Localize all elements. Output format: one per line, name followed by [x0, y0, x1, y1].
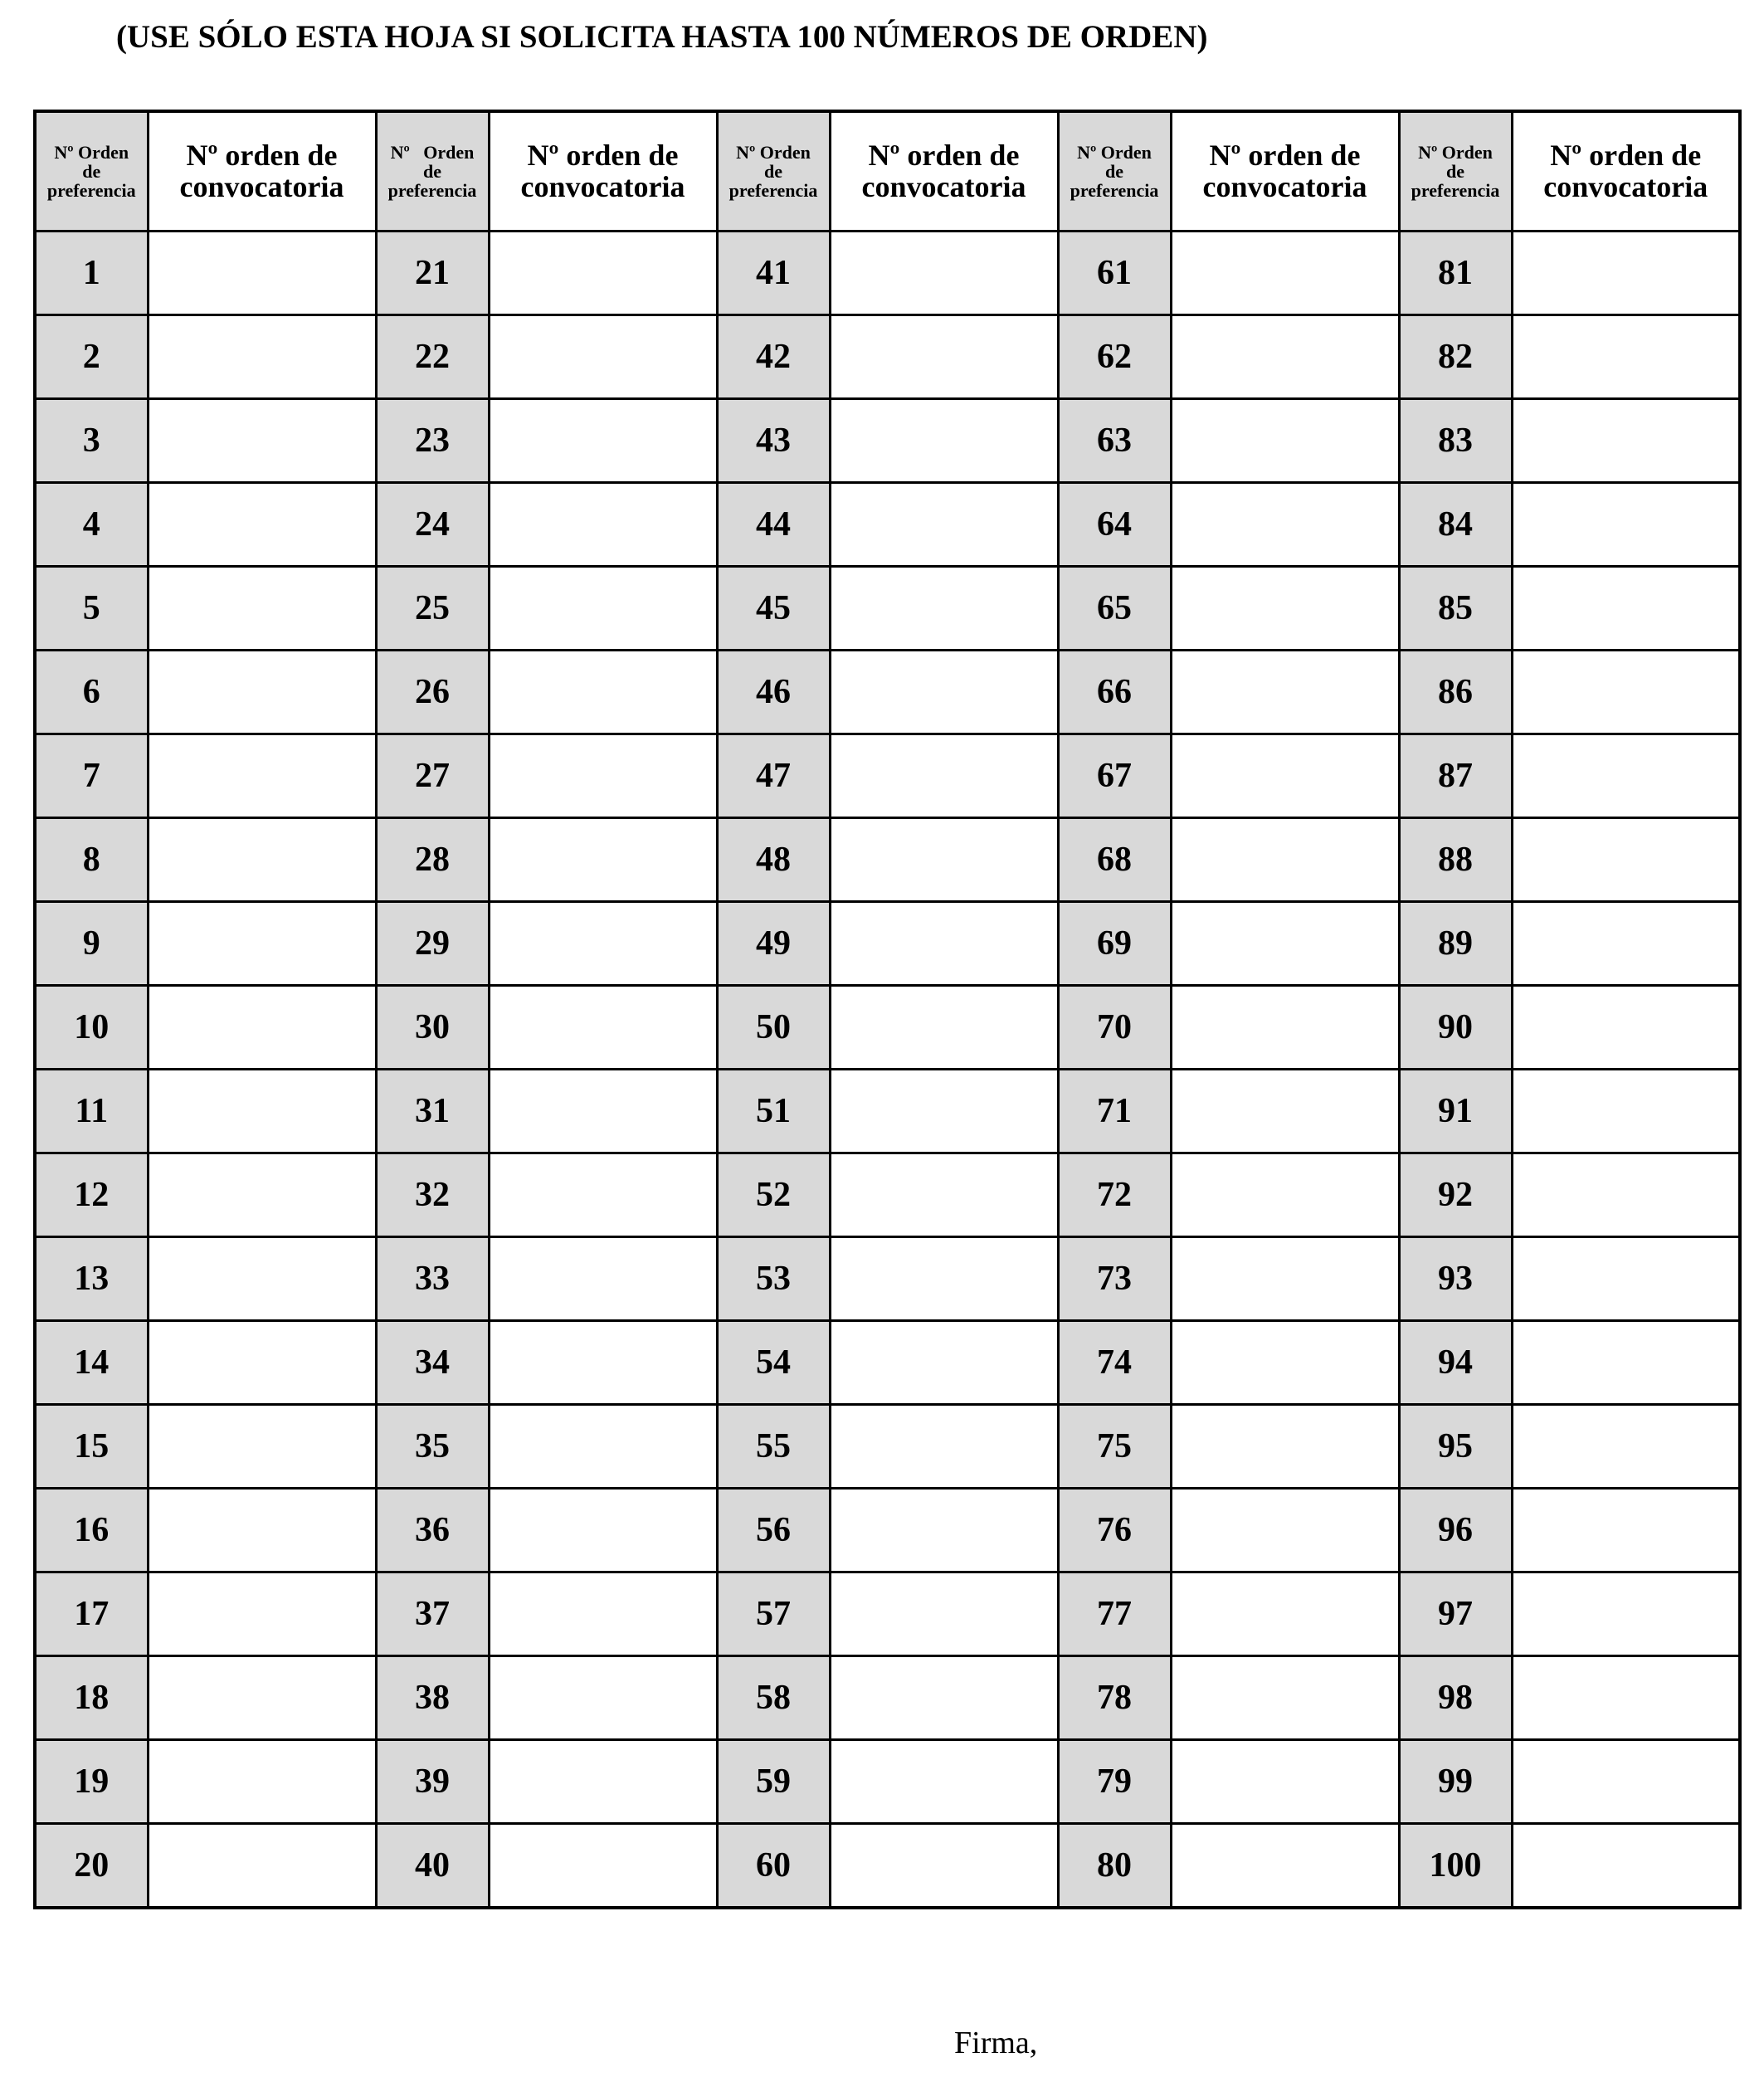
- header-convocatoria-line: Nº orden de: [1550, 138, 1702, 172]
- convocatoria-entry-cell[interactable]: [1512, 1237, 1740, 1321]
- preference-number-cell: 97: [1399, 1572, 1512, 1656]
- preference-number-cell: 20: [35, 1824, 148, 1909]
- convocatoria-entry-cell[interactable]: [1512, 567, 1740, 651]
- table-row: [35, 986, 1740, 1070]
- convocatoria-entry-cell[interactable]: [830, 1656, 1058, 1740]
- preference-number-cell: 73: [1058, 1237, 1171, 1321]
- convocatoria-entry-cell[interactable]: [830, 315, 1058, 399]
- convocatoria-entry-cell[interactable]: [830, 399, 1058, 483]
- header-preference-order-3: [717, 111, 830, 232]
- preference-number-cell: 48: [717, 818, 830, 902]
- preference-number-cell: 1: [35, 232, 148, 315]
- convocatoria-entry-cell[interactable]: [148, 1489, 376, 1572]
- preference-number-cell: 11: [35, 1070, 148, 1153]
- preference-number-cell: 42: [717, 315, 830, 399]
- preference-number-cell: 91: [1399, 1070, 1512, 1153]
- convocatoria-entry-cell[interactable]: [830, 1489, 1058, 1572]
- convocatoria-entry-cell[interactable]: [148, 1070, 376, 1153]
- convocatoria-entry-cell[interactable]: [1512, 1572, 1740, 1656]
- preference-number-cell: 31: [376, 1070, 489, 1153]
- convocatoria-entry-cell[interactable]: [489, 986, 717, 1070]
- preference-number-cell: 17: [35, 1572, 148, 1656]
- preference-number-cell: 55: [717, 1405, 830, 1489]
- preference-number-cell: 6: [35, 651, 148, 734]
- table-row: [35, 232, 1740, 315]
- convocatoria-entry-cell[interactable]: [1512, 651, 1740, 734]
- convocatoria-entry-cell[interactable]: [1512, 734, 1740, 818]
- convocatoria-entry-cell[interactable]: [830, 1824, 1058, 1909]
- header-convocatoria-line: convocatoria: [520, 169, 685, 203]
- preference-number-cell: 45: [717, 567, 830, 651]
- convocatoria-entry-cell[interactable]: [489, 818, 717, 902]
- header-preference-line: de: [82, 160, 101, 182]
- convocatoria-entry-cell[interactable]: [489, 1740, 717, 1824]
- convocatoria-entry-cell[interactable]: [830, 734, 1058, 818]
- convocatoria-entry-cell[interactable]: [489, 399, 717, 483]
- preference-number-cell: 18: [35, 1656, 148, 1740]
- convocatoria-entry-cell[interactable]: [1512, 1153, 1740, 1237]
- header-preference-line: preferencia: [46, 180, 136, 202]
- header-preference-line: de: [423, 160, 441, 182]
- preference-number-cell: 21: [376, 232, 489, 315]
- preference-number-cell: 33: [376, 1237, 489, 1321]
- convocatoria-entry-cell[interactable]: [830, 651, 1058, 734]
- table-row: [35, 1405, 1740, 1489]
- header-preference-order-4: [1058, 111, 1171, 232]
- preference-number-cell: 71: [1058, 1070, 1171, 1153]
- preference-number-cell: 80: [1058, 1824, 1171, 1909]
- preference-number-cell: 53: [717, 1237, 830, 1321]
- header-convocatoria-line: convocatoria: [179, 169, 344, 203]
- convocatoria-entry-cell[interactable]: [830, 1070, 1058, 1153]
- preference-number-cell: 78: [1058, 1656, 1171, 1740]
- header-preference-line: de: [1105, 160, 1123, 182]
- convocatoria-entry-cell[interactable]: [1512, 483, 1740, 567]
- table-row: [35, 1153, 1740, 1237]
- preference-number-cell: 38: [376, 1656, 489, 1740]
- preference-number-cell: 98: [1399, 1656, 1512, 1740]
- preference-number-cell: 40: [376, 1824, 489, 1909]
- convocatoria-entry-cell[interactable]: [148, 1321, 376, 1405]
- header-convocatoria-order-1: [148, 111, 376, 232]
- convocatoria-entry-cell[interactable]: [830, 902, 1058, 986]
- convocatoria-entry-cell[interactable]: [148, 986, 376, 1070]
- convocatoria-entry-cell[interactable]: [148, 483, 376, 567]
- preference-number-cell: 37: [376, 1572, 489, 1656]
- convocatoria-entry-cell[interactable]: [1171, 1824, 1399, 1909]
- convocatoria-entry-cell[interactable]: [830, 1572, 1058, 1656]
- preference-number-cell: 63: [1058, 399, 1171, 483]
- preference-number-cell: 52: [717, 1153, 830, 1237]
- preference-number-cell: 15: [35, 1405, 148, 1489]
- table-row: [35, 1740, 1740, 1824]
- header-preference-line: Nº Orden: [390, 141, 475, 163]
- convocatoria-entry-cell[interactable]: [148, 567, 376, 651]
- preference-number-cell: 44: [717, 483, 830, 567]
- preference-number-cell: 23: [376, 399, 489, 483]
- preference-number-cell: 30: [376, 986, 489, 1070]
- preference-number-cell: 89: [1399, 902, 1512, 986]
- convocatoria-entry-cell[interactable]: [1171, 1070, 1399, 1153]
- preference-number-cell: 67: [1058, 734, 1171, 818]
- convocatoria-entry-cell[interactable]: [489, 902, 717, 986]
- convocatoria-entry-cell[interactable]: [148, 1740, 376, 1824]
- convocatoria-entry-cell[interactable]: [489, 1153, 717, 1237]
- convocatoria-entry-cell[interactable]: [1512, 1824, 1740, 1909]
- preference-number-cell: 100: [1399, 1824, 1512, 1909]
- preference-number-cell: 72: [1058, 1153, 1171, 1237]
- signature-label: Firma,: [954, 2026, 1038, 2060]
- convocatoria-entry-cell[interactable]: [1512, 315, 1740, 399]
- header-preference-line: Nº Orden: [54, 141, 129, 163]
- convocatoria-entry-cell[interactable]: [148, 232, 376, 315]
- preference-number-cell: 66: [1058, 651, 1171, 734]
- convocatoria-entry-cell[interactable]: [1171, 1405, 1399, 1489]
- header-convocatoria-line: convocatoria: [1202, 169, 1367, 203]
- convocatoria-entry-cell[interactable]: [148, 651, 376, 734]
- convocatoria-entry-cell[interactable]: [1171, 818, 1399, 902]
- convocatoria-entry-cell[interactable]: [489, 1489, 717, 1572]
- preference-number-cell: 87: [1399, 734, 1512, 818]
- preference-number-cell: 49: [717, 902, 830, 986]
- convocatoria-entry-cell[interactable]: [148, 399, 376, 483]
- preference-number-cell: 3: [35, 399, 148, 483]
- preference-number-cell: 54: [717, 1321, 830, 1405]
- preference-number-cell: 32: [376, 1153, 489, 1237]
- header-preference-order-1: [35, 111, 148, 232]
- header-convocatoria-line: Nº orden de: [527, 138, 679, 172]
- preference-number-cell: 69: [1058, 902, 1171, 986]
- convocatoria-entry-cell[interactable]: [1512, 818, 1740, 902]
- table-row: [35, 1489, 1740, 1572]
- convocatoria-entry-cell[interactable]: [489, 483, 717, 567]
- preference-number-cell: 75: [1058, 1405, 1171, 1489]
- convocatoria-entry-cell[interactable]: [830, 1237, 1058, 1321]
- convocatoria-entry-cell[interactable]: [1171, 483, 1399, 567]
- convocatoria-entry-cell[interactable]: [1512, 1656, 1740, 1740]
- header-preference-line: de: [764, 160, 782, 182]
- preference-number-cell: 84: [1399, 483, 1512, 567]
- preference-number-cell: 82: [1399, 315, 1512, 399]
- preference-number-cell: 19: [35, 1740, 148, 1824]
- preference-number-cell: 74: [1058, 1321, 1171, 1405]
- convocatoria-entry-cell[interactable]: [1512, 1489, 1740, 1572]
- convocatoria-entry-cell[interactable]: [489, 567, 717, 651]
- convocatoria-entry-cell[interactable]: [1171, 567, 1399, 651]
- convocatoria-entry-cell[interactable]: [1171, 232, 1399, 315]
- header-convocatoria-line: Nº orden de: [1209, 138, 1361, 172]
- convocatoria-entry-cell[interactable]: [1512, 986, 1740, 1070]
- header-convocatoria-order-2: [489, 111, 717, 232]
- preference-number-cell: 16: [35, 1489, 148, 1572]
- header-preference-order-2: [376, 111, 489, 232]
- convocatoria-entry-cell[interactable]: [148, 1405, 376, 1489]
- convocatoria-entry-cell[interactable]: [489, 1321, 717, 1405]
- convocatoria-entry-cell[interactable]: [1171, 1153, 1399, 1237]
- convocatoria-entry-cell[interactable]: [148, 1824, 376, 1909]
- header-preference-line: preferencia: [1070, 180, 1159, 202]
- convocatoria-entry-cell[interactable]: [830, 1321, 1058, 1405]
- preference-number-cell: 96: [1399, 1489, 1512, 1572]
- preference-number-cell: 65: [1058, 567, 1171, 651]
- convocatoria-entry-cell[interactable]: [1171, 1740, 1399, 1824]
- preference-number-cell: 77: [1058, 1572, 1171, 1656]
- convocatoria-entry-cell[interactable]: [489, 734, 717, 818]
- convocatoria-entry-cell[interactable]: [148, 1153, 376, 1237]
- preference-number-cell: 92: [1399, 1153, 1512, 1237]
- page-title: (USE SÓLO ESTA HOJA SI SOLICITA HASTA 100 NÚMEROS DE ORDEN): [116, 19, 1208, 55]
- preference-number-cell: 93: [1399, 1237, 1512, 1321]
- table-row: [35, 1572, 1740, 1656]
- convocatoria-entry-cell[interactable]: [489, 1070, 717, 1153]
- convocatoria-entry-cell[interactable]: [830, 1153, 1058, 1237]
- convocatoria-entry-cell[interactable]: [489, 1656, 717, 1740]
- header-convocatoria-line: convocatoria: [1543, 169, 1708, 203]
- preference-number-cell: 34: [376, 1321, 489, 1405]
- header-convocatoria-line: convocatoria: [861, 169, 1026, 203]
- preference-number-cell: 50: [717, 986, 830, 1070]
- header-preference-order-5: [1399, 111, 1512, 232]
- header-preference-line: Nº Orden: [1418, 141, 1493, 163]
- convocatoria-entry-cell[interactable]: [148, 1572, 376, 1656]
- convocatoria-entry-cell[interactable]: [830, 818, 1058, 902]
- preference-number-cell: 59: [717, 1740, 830, 1824]
- header-convocatoria-order-4: [1171, 111, 1399, 232]
- convocatoria-entry-cell[interactable]: [830, 1405, 1058, 1489]
- preference-number-cell: 13: [35, 1237, 148, 1321]
- preference-number-cell: 83: [1399, 399, 1512, 483]
- preference-number-cell: 29: [376, 902, 489, 986]
- table-row: [35, 1321, 1740, 1405]
- convocatoria-entry-cell[interactable]: [830, 483, 1058, 567]
- preference-number-cell: 7: [35, 734, 148, 818]
- preference-number-cell: 12: [35, 1153, 148, 1237]
- table-row: [35, 818, 1740, 902]
- preference-number-cell: 76: [1058, 1489, 1171, 1572]
- header-preference-line: Nº Orden: [1077, 141, 1152, 163]
- convocatoria-entry-cell[interactable]: [148, 1656, 376, 1740]
- table-header-row: [35, 111, 1740, 232]
- header-preference-line: preferencia: [387, 180, 477, 202]
- preference-number-cell: 43: [717, 399, 830, 483]
- convocatoria-entry-cell[interactable]: [489, 232, 717, 315]
- preference-number-cell: 35: [376, 1405, 489, 1489]
- convocatoria-entry-cell[interactable]: [830, 1740, 1058, 1824]
- convocatoria-entry-cell[interactable]: [489, 315, 717, 399]
- preference-number-cell: 56: [717, 1489, 830, 1572]
- convocatoria-entry-cell[interactable]: [489, 1572, 717, 1656]
- preference-number-cell: 90: [1399, 986, 1512, 1070]
- table-row: [35, 567, 1740, 651]
- table-row: [35, 1070, 1740, 1153]
- convocatoria-entry-cell[interactable]: [1512, 1740, 1740, 1824]
- preference-number-cell: 46: [717, 651, 830, 734]
- convocatoria-entry-cell[interactable]: [1171, 1321, 1399, 1405]
- preference-number-cell: 39: [376, 1740, 489, 1824]
- convocatoria-entry-cell[interactable]: [1171, 734, 1399, 818]
- convocatoria-entry-cell[interactable]: [1171, 399, 1399, 483]
- preference-number-cell: 81: [1399, 232, 1512, 315]
- preference-number-cell: 95: [1399, 1405, 1512, 1489]
- convocatoria-entry-cell[interactable]: [1512, 232, 1740, 315]
- convocatoria-entry-cell[interactable]: [489, 1237, 717, 1321]
- preference-order-table: [33, 110, 1742, 1909]
- table-row: [35, 1237, 1740, 1321]
- table-row: [35, 1656, 1740, 1740]
- convocatoria-entry-cell[interactable]: [1171, 1237, 1399, 1321]
- preference-number-cell: 8: [35, 818, 148, 902]
- table-body: [35, 232, 1740, 1909]
- preference-number-cell: 70: [1058, 986, 1171, 1070]
- convocatoria-entry-cell[interactable]: [830, 986, 1058, 1070]
- convocatoria-entry-cell[interactable]: [148, 1237, 376, 1321]
- preference-number-cell: 51: [717, 1070, 830, 1153]
- table-row: [35, 902, 1740, 986]
- convocatoria-entry-cell[interactable]: [148, 902, 376, 986]
- convocatoria-entry-cell[interactable]: [1171, 1489, 1399, 1572]
- table-row: [35, 315, 1740, 399]
- convocatoria-entry-cell[interactable]: [489, 1824, 717, 1909]
- convocatoria-entry-cell[interactable]: [1171, 1656, 1399, 1740]
- preference-number-cell: 4: [35, 483, 148, 567]
- convocatoria-entry-cell[interactable]: [1171, 902, 1399, 986]
- preference-number-cell: 57: [717, 1572, 830, 1656]
- convocatoria-entry-cell[interactable]: [1171, 315, 1399, 399]
- preference-number-cell: 79: [1058, 1740, 1171, 1824]
- header-preference-line: de: [1446, 160, 1464, 182]
- convocatoria-entry-cell[interactable]: [1171, 651, 1399, 734]
- table-row: [35, 399, 1740, 483]
- preference-number-cell: 47: [717, 734, 830, 818]
- table-row: [35, 734, 1740, 818]
- table-row: [35, 1824, 1740, 1909]
- convocatoria-entry-cell[interactable]: [1171, 1572, 1399, 1656]
- preference-number-cell: 88: [1399, 818, 1512, 902]
- convocatoria-entry-cell[interactable]: [148, 315, 376, 399]
- preference-number-cell: 5: [35, 567, 148, 651]
- convocatoria-entry-cell[interactable]: [148, 818, 376, 902]
- preference-number-cell: 60: [717, 1824, 830, 1909]
- preference-number-cell: 64: [1058, 483, 1171, 567]
- header-convocatoria-order-3: [830, 111, 1058, 232]
- convocatoria-entry-cell[interactable]: [1171, 986, 1399, 1070]
- convocatoria-entry-cell[interactable]: [489, 651, 717, 734]
- header-preference-line: preferencia: [1411, 180, 1500, 202]
- preference-number-cell: 36: [376, 1489, 489, 1572]
- preference-number-cell: 58: [717, 1656, 830, 1740]
- preference-number-cell: 26: [376, 651, 489, 734]
- convocatoria-entry-cell[interactable]: [148, 734, 376, 818]
- preference-number-cell: 85: [1399, 567, 1512, 651]
- preference-number-cell: 2: [35, 315, 148, 399]
- convocatoria-entry-cell[interactable]: [489, 1405, 717, 1489]
- preference-number-cell: 27: [376, 734, 489, 818]
- preference-number-cell: 41: [717, 232, 830, 315]
- convocatoria-entry-cell[interactable]: [830, 567, 1058, 651]
- header-preference-line: Nº Orden: [736, 141, 811, 163]
- preference-number-cell: 25: [376, 567, 489, 651]
- convocatoria-entry-cell[interactable]: [1512, 1321, 1740, 1405]
- preference-number-cell: 62: [1058, 315, 1171, 399]
- convocatoria-entry-cell[interactable]: [1512, 902, 1740, 986]
- header-convocatoria-line: Nº orden de: [868, 138, 1020, 172]
- header-convocatoria-line: Nº orden de: [186, 138, 338, 172]
- preference-number-cell: 61: [1058, 232, 1171, 315]
- convocatoria-entry-cell[interactable]: [1512, 1070, 1740, 1153]
- header-convocatoria-order-5: [1512, 111, 1740, 232]
- preference-number-cell: 24: [376, 483, 489, 567]
- preference-number-cell: 86: [1399, 651, 1512, 734]
- table-row: [35, 651, 1740, 734]
- convocatoria-entry-cell[interactable]: [1512, 1405, 1740, 1489]
- preference-number-cell: 10: [35, 986, 148, 1070]
- preference-number-cell: 28: [376, 818, 489, 902]
- preference-number-cell: 94: [1399, 1321, 1512, 1405]
- convocatoria-entry-cell[interactable]: [830, 232, 1058, 315]
- preference-number-cell: 99: [1399, 1740, 1512, 1824]
- table-row: [35, 483, 1740, 567]
- convocatoria-entry-cell[interactable]: [1512, 399, 1740, 483]
- preference-number-cell: 68: [1058, 818, 1171, 902]
- header-preference-line: preferencia: [729, 180, 818, 202]
- preference-number-cell: 9: [35, 902, 148, 986]
- preference-number-cell: 22: [376, 315, 489, 399]
- preference-number-cell: 14: [35, 1321, 148, 1405]
